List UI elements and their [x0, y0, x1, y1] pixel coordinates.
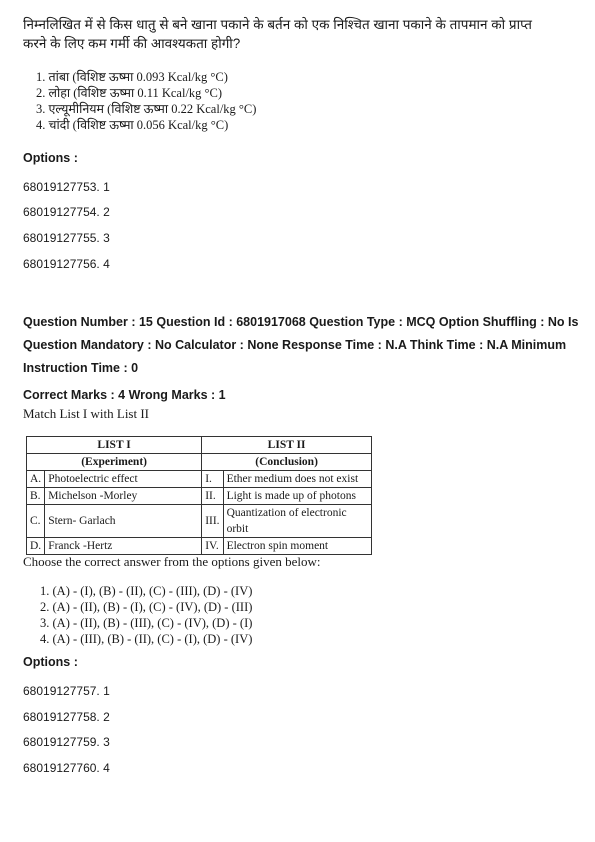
list1-value: Photoelectric effect [45, 471, 202, 488]
list1-header: LIST I [27, 437, 202, 454]
choice-item: 1. तांबा (विशिष्ट ऊष्मा 0.093 Kcal/kg °C) [36, 70, 228, 84]
list1-subheader: (Experiment) [27, 454, 202, 471]
marks-line: Correct Marks : 4 Wrong Marks : 1 [23, 388, 226, 402]
table-header-row [27, 437, 372, 454]
option-id: 68019127757. 1 [23, 684, 110, 698]
choose-instruction: Choose the correct answer from the options given below: [23, 554, 321, 569]
option-id: 68019127753. 1 [23, 180, 110, 194]
table-row [27, 488, 372, 505]
answer-choices [36, 69, 256, 133]
answer-choices [40, 583, 252, 647]
list2-key: IV. [202, 538, 223, 555]
option-id: 68019127759. 3 [23, 735, 110, 749]
choice-item: 1. (A) - (I), (B) - (II), (C) - (III), (D) - (IV) [40, 584, 253, 598]
list2-value: Light is made up of photons [223, 488, 371, 505]
list2-key: III. [202, 505, 223, 538]
list1-key: C. [27, 505, 45, 538]
option-id: 68019127754. 2 [23, 205, 110, 219]
question-meta-line: Question Mandatory : No Calculator : None Response Time : N.A Think Time : N.A Minimum [23, 338, 567, 352]
list1-value: Stern- Garlach [45, 505, 202, 538]
choice-item: 4. (A) - (III), (B) - (II), (C) - (I), (D) - (IV) [40, 632, 253, 646]
table-row [27, 505, 372, 538]
list1-key: B. [27, 488, 45, 505]
list1-value: Michelson -Morley [45, 488, 202, 505]
list2-key: I. [202, 471, 223, 488]
question-text-line: निम्नलिखित में से किस धातु से बने खाना पकाने के बर्तन को एक निश्चित खाना पकाने के तापमान को प्राप्त [23, 17, 532, 32]
list1-key: A. [27, 471, 45, 488]
options-label: Options : [23, 151, 78, 165]
question-meta-line: Question Number : 15 Question Id : 6801917068 Question Type : MCQ Option Shuffling : No Is [23, 315, 579, 329]
list2-value: Ether medium does not exist [223, 471, 371, 488]
list1-key: D. [27, 538, 45, 555]
table-row [27, 471, 372, 488]
list2-key: II. [202, 488, 223, 505]
list1-value: Franck -Hertz [45, 538, 202, 555]
question-meta-line: Instruction Time : 0 [23, 361, 139, 375]
option-id: 68019127755. 3 [23, 231, 110, 245]
option-id: 68019127760. 4 [23, 761, 110, 775]
choice-item: 4. चांदी (विशिष्ट ऊष्मा 0.056 Kcal/kg °C) [36, 118, 229, 132]
choice-item: 2. लोहा (विशिष्ट ऊष्मा 0.11 Kcal/kg °C) [36, 86, 223, 100]
list2-header: LIST II [202, 437, 372, 454]
list2-value: Electron spin moment [223, 538, 371, 555]
option-id: 68019127758. 2 [23, 710, 110, 724]
question-instruction: Match List I with List II [23, 406, 150, 421]
options-label: Options : [23, 655, 78, 669]
option-id: 68019127756. 4 [23, 257, 110, 271]
question-text [23, 15, 568, 53]
choice-item: 3. (A) - (II), (B) - (III), (C) - (IV), (D) - (I) [40, 616, 253, 630]
table-row [27, 538, 372, 555]
choice-item: 2. (A) - (II), (B) - (I), (C) - (IV), (D) - (III) [40, 600, 253, 614]
match-table [26, 436, 372, 555]
list2-subheader: (Conclusion) [202, 454, 372, 471]
question-text-line: करने के लिए कम गर्मी की आवश्यकता होगी? [23, 36, 241, 51]
choice-item: 3. एल्यूमीनियम (विशिष्ट ऊष्मा 0.22 Kcal/kg °C) [36, 102, 257, 116]
list2-value: Quantization of electronic orbit [223, 505, 371, 538]
table-subheader-row [27, 454, 372, 471]
